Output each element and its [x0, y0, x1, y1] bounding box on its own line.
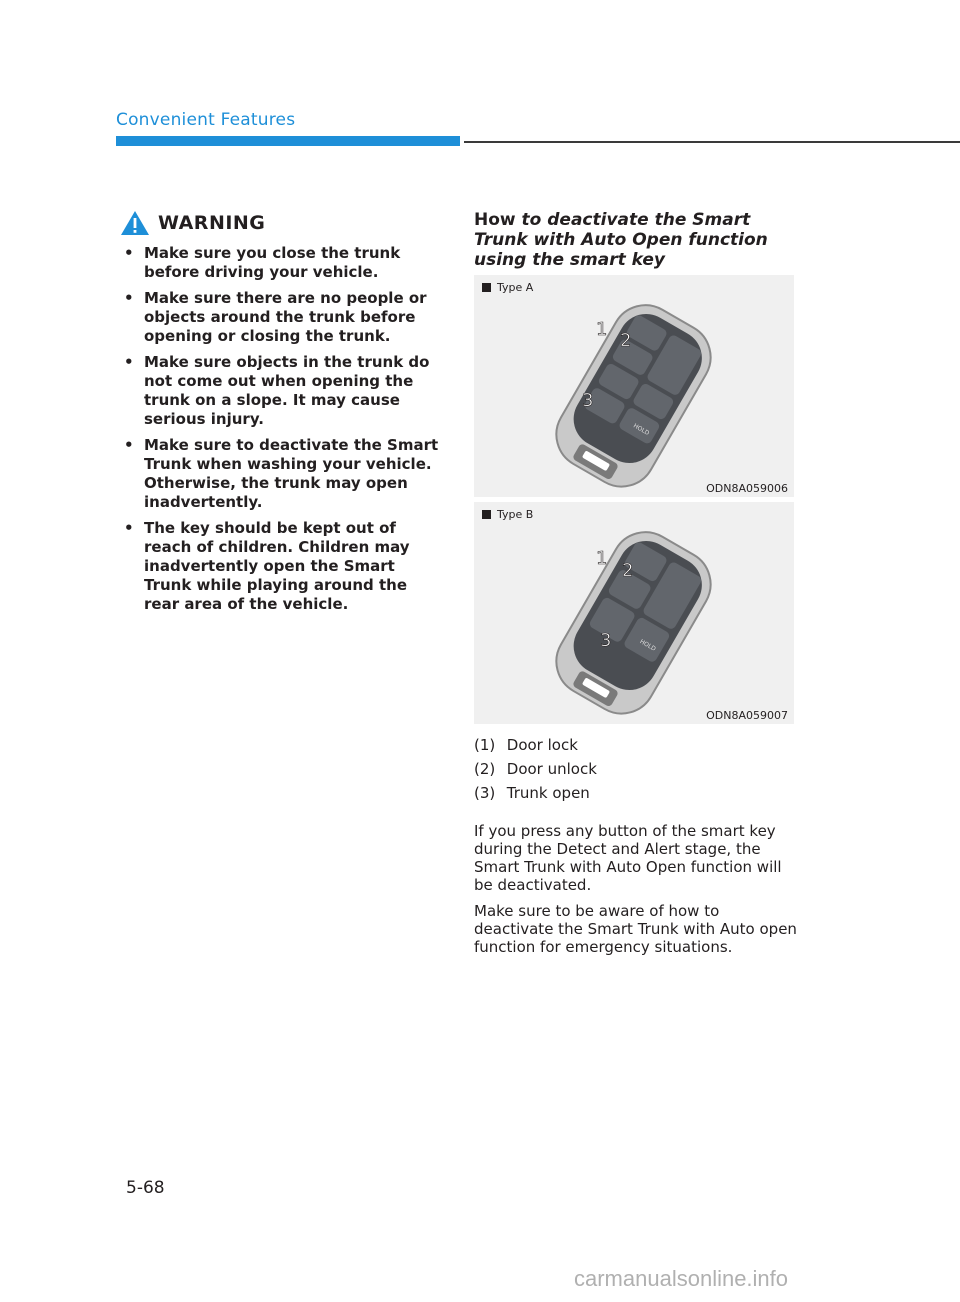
page-number: 5-68	[126, 1178, 165, 1198]
figure-code: ODN8A059007	[706, 709, 788, 722]
figure-type-label	[482, 508, 533, 521]
callout-3: 3	[600, 630, 612, 651]
warning-triangle-icon	[120, 210, 150, 236]
chapter-title: Convenient Features	[116, 110, 296, 130]
warning-list	[120, 244, 445, 621]
square-bullet-icon	[482, 283, 491, 292]
section-heading-lead: How	[474, 210, 522, 230]
legend-item	[474, 781, 597, 805]
legend-item	[474, 733, 597, 757]
figure-type-label	[482, 281, 533, 294]
legend-label: Door unlock	[506, 760, 597, 778]
header-rule	[464, 141, 960, 143]
figure-type-text: Type B	[497, 508, 534, 521]
legend-number: (1)	[474, 736, 496, 754]
figure-type-b	[474, 502, 794, 724]
section-heading-rest: to deactivate the Smart Trunk with Auto Open function using the smart key	[474, 210, 768, 270]
smart-key-illustration	[534, 295, 734, 495]
hold-text: HOLD	[638, 638, 657, 653]
body-paragraph: If you press any button of the smart key during the Detect and Alert stage, the Smart Trunk with Auto Open function will be deactivated.	[474, 822, 782, 894]
watermark: carmanualsonline.info	[574, 1266, 789, 1291]
hold-text: HOLD	[631, 422, 651, 438]
warning-item: • The key should be kept out of reach of children. Children may inadvertently open the Smart Trunk while playing around the rear area of the vehicle.	[120, 519, 445, 614]
callout-2: 2	[622, 560, 634, 581]
body-paragraph: Make sure to be aware of how to deactivate the Smart Trunk with Auto open function for emergency situations.	[474, 902, 797, 956]
section-heading	[474, 210, 804, 270]
legend-number: (2)	[474, 760, 496, 778]
warning-item: • Make sure there are no people or objects around the trunk before opening or closing the trunk.	[120, 289, 445, 346]
legend-label: Trunk open	[506, 784, 590, 802]
figure-type-a	[474, 275, 794, 497]
warning-item: • Make sure to deactivate the Smart Trunk when washing your vehicle. Otherwise, the trunk may open inadvertently.	[120, 436, 445, 512]
callout-1: 1	[596, 319, 608, 340]
callout-2: 2	[620, 330, 632, 351]
button-legend	[474, 733, 597, 805]
legend-label: Door lock	[506, 736, 578, 754]
figure-code: ODN8A059006	[706, 482, 788, 495]
warning-item: • Make sure you close the trunk before driving your vehicle.	[120, 244, 445, 282]
square-bullet-icon	[482, 510, 491, 519]
header-accent-bar	[116, 136, 460, 146]
warning-heading	[120, 210, 265, 236]
callout-3: 3	[582, 390, 594, 411]
figure-type-text: Type A	[497, 281, 534, 294]
legend-item	[474, 757, 597, 781]
warning-title: WARNING	[158, 212, 266, 234]
callout-1: 1	[596, 548, 608, 569]
warning-item: • Make sure objects in the trunk do not come out when opening the trunk on a slope. It may cause serious injury.	[120, 353, 445, 429]
legend-number: (3)	[474, 784, 496, 802]
smart-key-illustration	[534, 522, 734, 722]
